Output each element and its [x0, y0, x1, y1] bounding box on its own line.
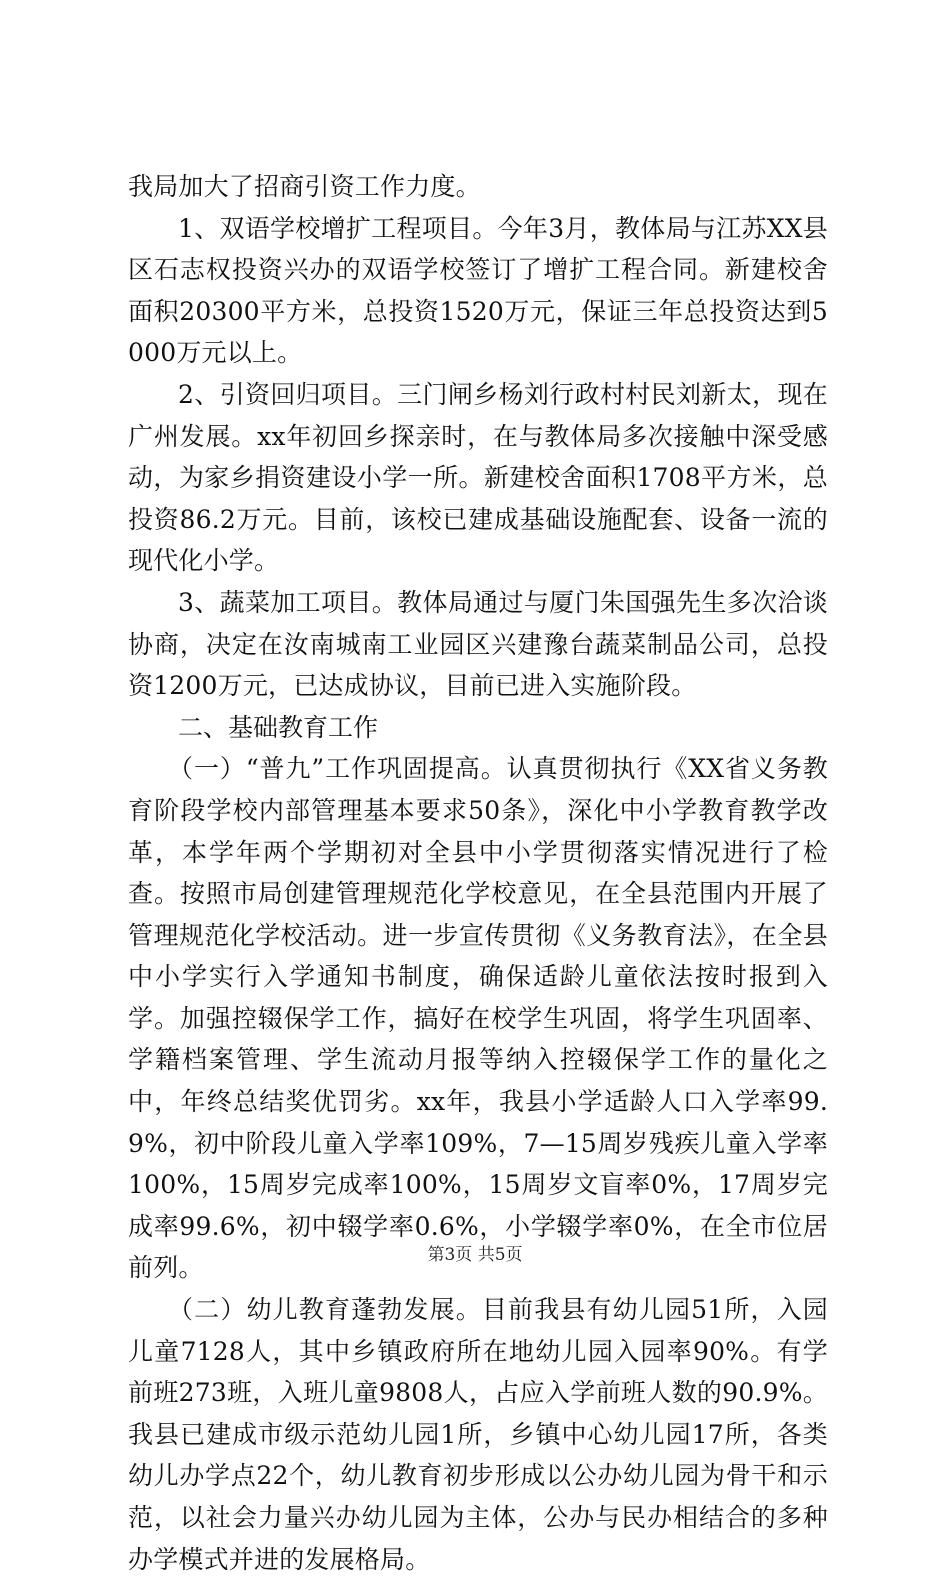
document-body: [128, 166, 828, 1580]
paragraph-item-1: 1、双语学校增扩工程项目。今年3月，教体局与江苏XX县区石志权投资兴办的双语学校签订了增扩工程合同。新建校舍面积20300平方米，总投资1520万元，保证三年总投资达到5000万元以上。: [128, 213, 828, 368]
paragraph-continuation: 我局加大了招商引资工作力度。: [128, 172, 481, 201]
paragraph-subsection-2: （二）幼儿教育蓬勃发展。目前我县有幼儿园51所，入园儿童7128人，其中乡镇政府所在地幼儿园入园率90%。有学前班273班，入班儿童9808人，占应入学前班人数的90.9%。我县已建成市级示范幼儿园1所，乡镇中心幼儿园17所，各类幼儿办学点22个，幼儿教育初步形成以公办幼儿园为骨干和示范，以社会力量兴办幼儿园为主体，公办与民办相结合的多种办学模式并进的发展格局。: [128, 1295, 828, 1574]
page-footer: 第3页 共5页: [427, 1245, 523, 1265]
section-heading: 二、基础教育工作: [178, 712, 379, 742]
paragraph-subsection-1: （一）“普九”工作巩固提高。认真贯彻执行《XX省义务教育阶段学校内部管理基本要求50条》，深化中小学教育教学改革，本学年两个学期初对全县中小学贯彻落实情况进行了检查。按照市局创建管理规范化学校意见，在全县范围内开展了管理规范化学校活动。进一步宣传贯彻《义务教育法》，在全县中小学实行入学通知书制度，确保适龄儿童依法按时报到入学。加强控辍保学工作，搞好在校学生巩固，将学生巩固率、学籍档案管理、学生流动月报等纳入控辍保学工作的量化之中，年终总结奖优罚劣。xx年，我县小学适龄人口入学率99.9%，初中阶段儿童入学率109%，7—15周岁残疾儿童入学率100%，15周岁完成率100%，15周岁文盲率0%，17周岁完成率99.6%，初中辍学率0.6%，小学辍学率0%，在全市位居前列。: [128, 754, 828, 1283]
paragraph-item-2: 2、引资回归项目。三门闸乡杨刘行政村村民刘新太，现在广州发展。xx年初回乡探亲时，在与教体局多次接触中深受感动，为家乡捐资建设小学一所。新建校舍面积1708平方米，总投资86.2万元。目前，该校已建成基础设施配套、设备一流的现代化小学。: [128, 379, 828, 576]
paragraph-item-3: 3、蔬菜加工项目。教体局通过与厦门朱国强先生多次洽谈协商，决定在汝南城南工业园区兴建豫台蔬菜制品公司，总投资1200万元，已达成协议，目前已进入实施阶段。: [128, 587, 828, 701]
